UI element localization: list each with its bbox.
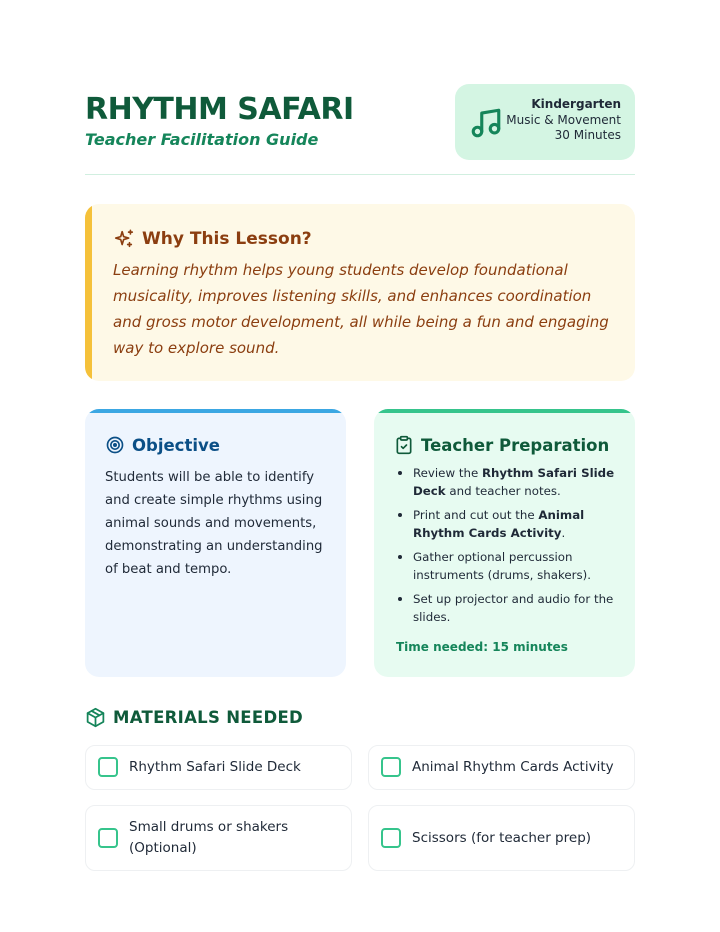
header	[85, 84, 635, 160]
why-heading	[113, 227, 312, 251]
target-icon	[105, 435, 125, 455]
materials-heading	[85, 707, 303, 728]
preparation-heading	[394, 435, 609, 455]
list-item: Print and cut out the Animal Rhythm Cards Activity.	[396, 506, 621, 542]
preparation-title: Teacher Preparation	[421, 435, 610, 455]
objective-card	[85, 409, 346, 677]
box-icon	[85, 707, 106, 728]
checkbox[interactable]	[381, 828, 401, 848]
duration: 30 Minutes	[554, 128, 621, 142]
objective-accent-bar	[85, 409, 346, 413]
page-title: RHYTHM SAFARI	[85, 92, 354, 127]
material-label: Scissors (for teacher prep)	[412, 830, 592, 846]
material-item[interactable]	[85, 745, 352, 790]
preparation-list	[396, 464, 621, 632]
material-label: Animal Rhythm Cards Activity	[412, 759, 614, 775]
checkbox[interactable]	[98, 757, 118, 777]
subject: Music & Movement	[506, 112, 621, 127]
list-item: Review the Rhythm Safari Slide Deck and teacher notes.	[396, 464, 621, 500]
materials-title: MATERIALS NEEDED	[113, 708, 304, 727]
material-label: Small drums or shakers (Optional)	[129, 819, 289, 856]
material-item[interactable]	[85, 805, 352, 871]
material-label: Rhythm Safari Slide Deck	[129, 759, 301, 775]
material-item[interactable]	[368, 745, 635, 790]
list-item: Set up projector and audio for the slides.	[396, 590, 621, 626]
checkbox[interactable]	[98, 828, 118, 848]
objective-heading	[105, 435, 220, 455]
lesson-meta-text	[506, 97, 621, 144]
preparation-card	[374, 409, 635, 677]
time-needed: Time needed: 15 minutes	[396, 640, 568, 654]
header-divider	[85, 174, 635, 175]
sparkles-icon	[113, 228, 135, 250]
material-item[interactable]	[368, 805, 635, 871]
why-body: Learning rhythm helps young students develop foundational musicality, improves listening skills, and enhances coordination and gross motor development, all while being a fun and engaging way to explore sound.	[113, 261, 609, 357]
list-item: Gather optional percussion instruments (drums, shakers).	[396, 548, 621, 584]
objective-body: Students will be able to identify and create simple rhythms using animal sounds and movements, demonstrating an understanding of beat and tempo.	[105, 470, 323, 577]
preparation-accent-bar	[374, 409, 635, 413]
lesson-meta-card	[455, 84, 635, 160]
page-subtitle: Teacher Facilitation Guide	[85, 130, 319, 149]
grade-level: Kindergarten	[531, 97, 621, 111]
music-note-icon	[469, 106, 503, 140]
clipboard-check-icon	[394, 435, 414, 455]
why-accent-bar	[85, 204, 92, 381]
why-lesson-card	[85, 204, 635, 381]
why-title: Why This Lesson?	[142, 229, 312, 249]
checkbox[interactable]	[381, 757, 401, 777]
objective-title: Objective	[132, 435, 220, 455]
